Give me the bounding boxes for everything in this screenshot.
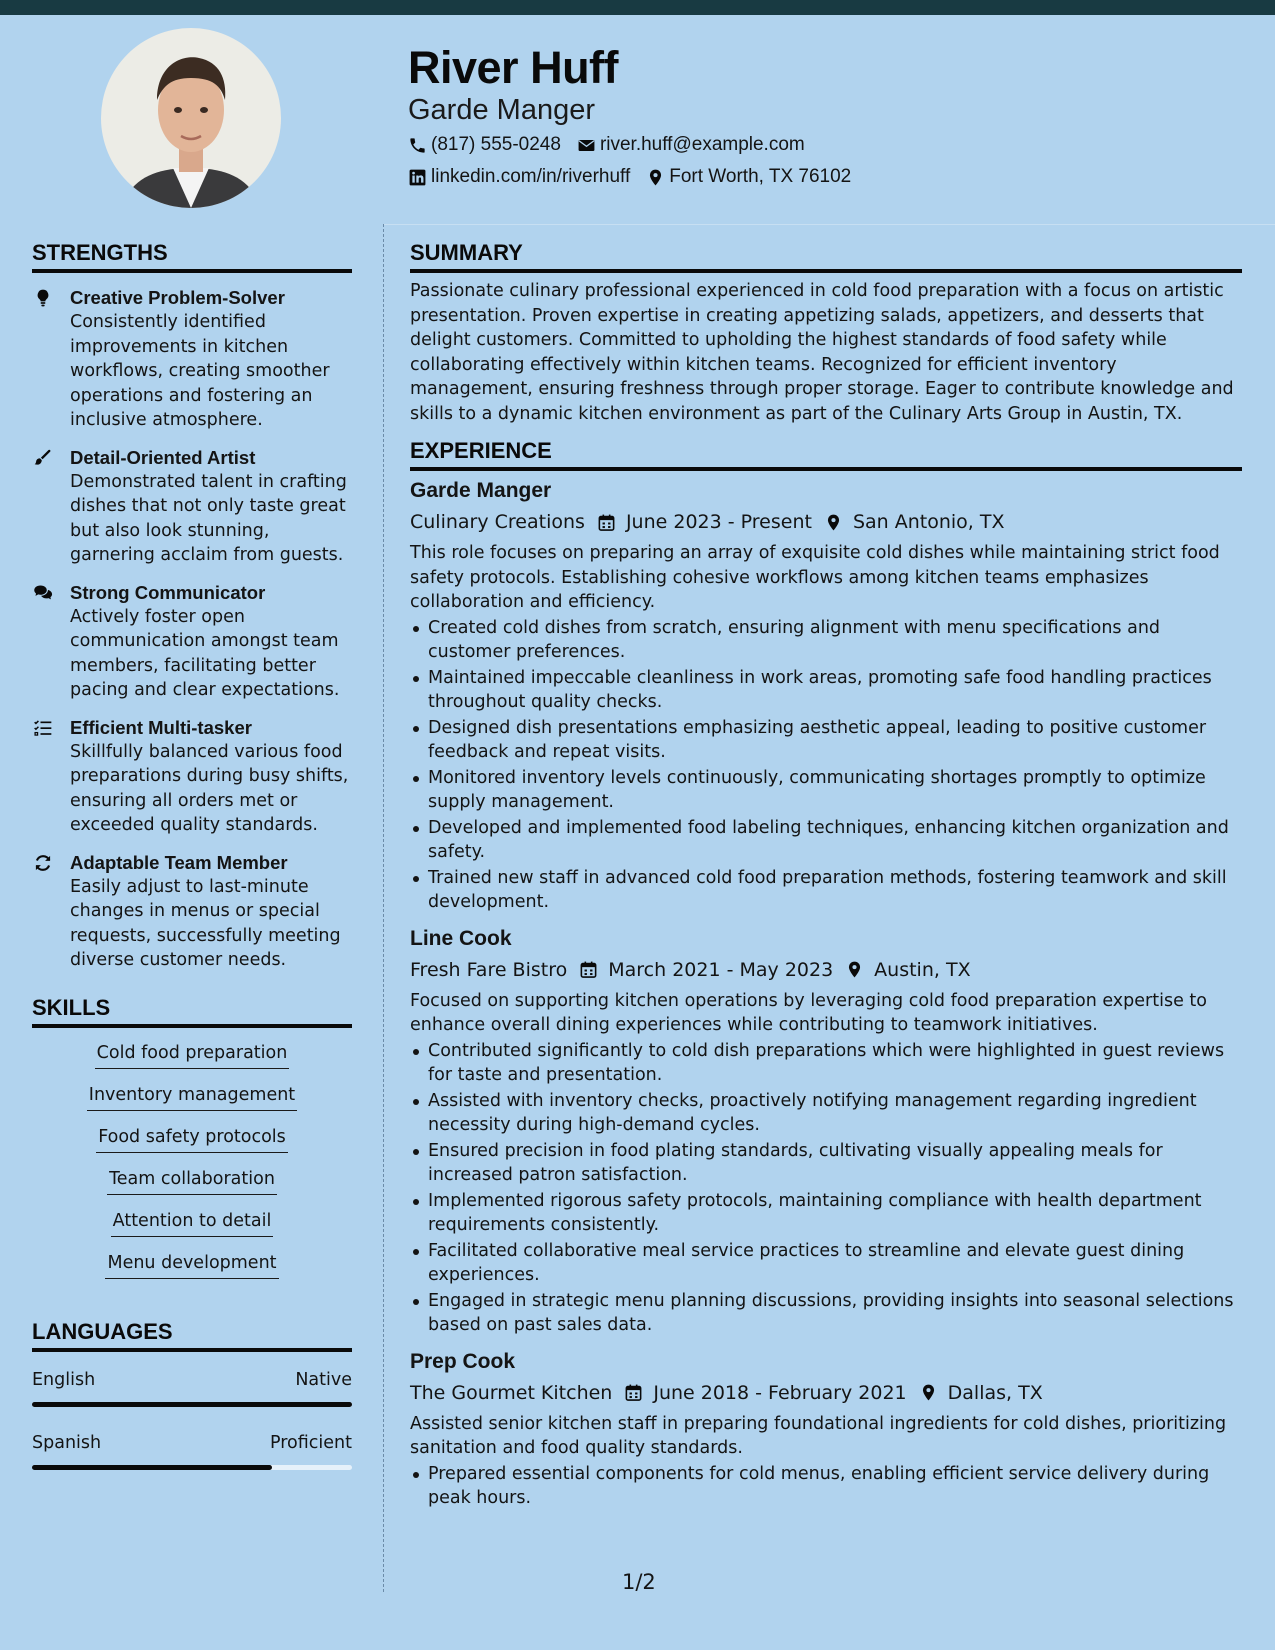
language-bar-fill bbox=[32, 1465, 272, 1470]
calendar-icon bbox=[579, 960, 598, 979]
strength-desc: Consistently identified improvements in kitchen workflows, creating smoother operations and fostering an inclusive atmosphere. bbox=[70, 312, 330, 430]
candidate-role: Garde Manger bbox=[408, 94, 595, 126]
job-description: Assisted senior kitchen staff in preparing foundational ingredients for cold dishes, prioritizing sanitation and food quality standards. bbox=[410, 1413, 1227, 1458]
email-text: river.huff@example.com bbox=[599, 134, 805, 155]
job-dates: March 2021 - May 2023 bbox=[608, 958, 834, 981]
language-level: Native bbox=[295, 1369, 352, 1390]
profile-photo bbox=[101, 28, 281, 208]
job-entry bbox=[410, 477, 1242, 915]
refresh-icon bbox=[33, 853, 53, 873]
strength-item bbox=[32, 285, 352, 433]
main-content bbox=[410, 240, 1242, 1511]
job-meta bbox=[410, 957, 1242, 983]
comments-icon bbox=[33, 583, 53, 603]
contact-row-2 bbox=[408, 166, 851, 188]
bullet-item: Implemented rigorous safety protocols, maintaining compliance with health department requirements consistently. bbox=[410, 1189, 1242, 1238]
envelope-icon bbox=[577, 136, 596, 155]
calendar-icon bbox=[624, 1383, 643, 1402]
bullet-item: Ensured precision in food plating standards, cultivating visually appealing meals for increased patron satisfaction. bbox=[410, 1139, 1242, 1188]
job-company: Fresh Fare Bistro bbox=[410, 958, 568, 981]
bullet-item: Prepared essential components for cold menus, enabling efficient service delivery during peak hours. bbox=[410, 1462, 1242, 1511]
strength-title: Creative Problem-Solver bbox=[70, 287, 285, 308]
paintbrush-icon bbox=[33, 448, 53, 468]
language-item bbox=[32, 1370, 352, 1407]
top-bar bbox=[0, 0, 1275, 15]
bullet-item: Facilitated collaborative meal service practices to streamline and elevate guest dining experiences. bbox=[410, 1239, 1242, 1288]
job-bullets bbox=[410, 616, 1242, 915]
skill-item: Menu development bbox=[105, 1250, 278, 1279]
languages-heading: LANGUAGES bbox=[32, 1319, 352, 1352]
languages-section bbox=[32, 1319, 352, 1470]
bullet-item: Developed and implemented food labeling techniques, enhancing kitchen organization and safety. bbox=[410, 816, 1242, 865]
phone-text: (817) 555-0248 bbox=[431, 134, 561, 155]
strength-desc: Skillfully balanced various food preparations during busy shifts, ensuring all orders met or exceeded quality standards. bbox=[70, 741, 349, 835]
column-divider bbox=[383, 224, 384, 1592]
skills-list bbox=[32, 1040, 352, 1279]
language-level: Proficient bbox=[270, 1432, 352, 1453]
job-company: The Gourmet Kitchen bbox=[410, 1381, 613, 1404]
language-item bbox=[32, 1433, 352, 1470]
strength-title: Adaptable Team Member bbox=[70, 851, 288, 873]
language-bar-fill bbox=[32, 1402, 352, 1407]
location-text: Fort Worth, TX 76102 bbox=[669, 166, 852, 187]
job-location: Austin, TX bbox=[874, 958, 971, 981]
email-contact[interactable] bbox=[577, 134, 805, 156]
bullet-item: Trained new staff in advanced cold food preparation methods, fostering teamwork and skill development. bbox=[410, 866, 1242, 915]
skill-item: Inventory management bbox=[87, 1082, 297, 1111]
linkedin-icon bbox=[408, 168, 427, 187]
phone-icon bbox=[408, 136, 427, 155]
job-location: Dallas, TX bbox=[947, 1381, 1043, 1404]
skills-heading: SKILLS bbox=[32, 995, 352, 1028]
strength-item bbox=[32, 580, 352, 703]
candidate-name: River Huff bbox=[408, 42, 619, 93]
job-description: This role focuses on preparing an array of exquisite cold dishes while maintaining strict food safety protocols. Establishing cohesive workflows among kitchen teams emphasizes collaboration and efficiency. bbox=[410, 543, 1220, 612]
page-number: 1/2 bbox=[622, 1570, 656, 1594]
job-title: Prep Cook bbox=[410, 1349, 516, 1373]
map-pin-icon bbox=[646, 168, 665, 187]
bullet-item: Monitored inventory levels continuously, communicating shortages promptly to optimize supply management. bbox=[410, 766, 1242, 815]
contact-row-1 bbox=[408, 134, 805, 156]
job-description: Focused on supporting kitchen operations by leveraging cold food preparation expertise to enhance overall dining experiences while contributing to teamwork initiatives. bbox=[410, 990, 1207, 1035]
job-location: San Antonio, TX bbox=[852, 511, 1005, 533]
map-pin-icon bbox=[845, 960, 864, 979]
skill-item: Team collaboration bbox=[107, 1166, 277, 1195]
job-entry bbox=[410, 1348, 1242, 1511]
language-bar bbox=[32, 1402, 352, 1407]
header-divider bbox=[383, 224, 1275, 225]
job-company: Culinary Creations bbox=[410, 511, 585, 533]
strength-desc: Actively foster open communication amongst team members, facilitating better pacing and clear expectations. bbox=[70, 606, 340, 700]
job-meta bbox=[410, 509, 1242, 535]
skill-item: Attention to detail bbox=[111, 1208, 274, 1237]
job-dates: June 2023 - Present bbox=[625, 511, 812, 533]
strengths-heading: STRENGTHS bbox=[32, 240, 352, 273]
language-name: Spanish bbox=[32, 1432, 102, 1453]
bullet-item: Engaged in strategic menu planning discussions, providing insights into seasonal selections based on past sales data. bbox=[410, 1289, 1242, 1338]
strength-title: Efficient Multi-tasker bbox=[70, 716, 252, 738]
sidebar bbox=[32, 240, 352, 1470]
jobs-list bbox=[410, 477, 1242, 1511]
skill-item: Cold food preparation bbox=[95, 1040, 290, 1069]
job-bullets bbox=[410, 1462, 1242, 1511]
strength-desc: Easily adjust to last-minute changes in menus or special requests, successfully meeting diverse customer needs. bbox=[70, 876, 341, 970]
location-contact bbox=[646, 166, 851, 188]
map-pin-icon bbox=[824, 513, 843, 532]
map-pin-icon bbox=[919, 1383, 938, 1402]
linkedin-text: linkedin.com/in/riverhuff bbox=[431, 166, 631, 187]
linkedin-contact[interactable] bbox=[408, 166, 630, 188]
experience-heading: EXPERIENCE bbox=[410, 438, 1242, 471]
job-title: Line Cook bbox=[410, 926, 512, 950]
job-title: Garde Manger bbox=[410, 479, 552, 502]
bullet-item: Designed dish presentations emphasizing aesthetic appeal, leading to positive customer feedback and repeat visits. bbox=[410, 716, 1242, 765]
language-name: English bbox=[32, 1369, 96, 1390]
job-meta bbox=[410, 1380, 1242, 1406]
skill-item: Food safety protocols bbox=[96, 1124, 288, 1153]
job-bullets bbox=[410, 1039, 1242, 1338]
summary-text: Passionate culinary professional experienced in cold food preparation with a focus on artistic presentation. Proven expertise in creating appetizing salads, appetizers, and desserts that delight customers. Committed to upholding the highest standards of food safety while collaborating effectively within kitchen teams. Recognized for efficient inventory management, ensuring freshness through proper storage. Eager to contribute knowledge and skills to a dynamic kitchen environment as part of the Culinary Arts Group in Austin, TX. bbox=[410, 281, 1234, 424]
bullet-item: Assisted with inventory checks, proactively notifying management regarding ingredient necessity during high-demand cycles. bbox=[410, 1089, 1242, 1138]
bullet-item: Created cold dishes from scratch, ensuring alignment with menu specifications and customer preferences. bbox=[410, 616, 1242, 665]
task-list-icon bbox=[33, 718, 53, 738]
calendar-icon bbox=[597, 513, 616, 532]
skills-section bbox=[32, 995, 352, 1279]
job-entry bbox=[410, 925, 1242, 1338]
lightbulb-icon bbox=[33, 288, 53, 308]
bullet-item: Maintained impeccable cleanliness in work areas, promoting safe food handling practices throughout quality checks. bbox=[410, 666, 1242, 715]
strength-desc: Demonstrated talent in crafting dishes that not only taste great but also look stunning, garnering acclaim from guests. bbox=[70, 471, 347, 565]
phone-contact[interactable] bbox=[408, 134, 561, 156]
language-bar bbox=[32, 1465, 352, 1470]
bullet-item: Contributed significantly to cold dish preparations which were highlighted in guest reviews for taste and presentation. bbox=[410, 1039, 1242, 1088]
job-dates: June 2018 - February 2021 bbox=[653, 1381, 907, 1404]
strength-title: Strong Communicator bbox=[70, 581, 266, 603]
summary-heading: SUMMARY bbox=[410, 240, 1242, 273]
strength-title: Detail-Oriented Artist bbox=[70, 446, 256, 468]
strength-item bbox=[32, 715, 352, 838]
strength-item bbox=[32, 850, 352, 973]
strength-item bbox=[32, 445, 352, 568]
